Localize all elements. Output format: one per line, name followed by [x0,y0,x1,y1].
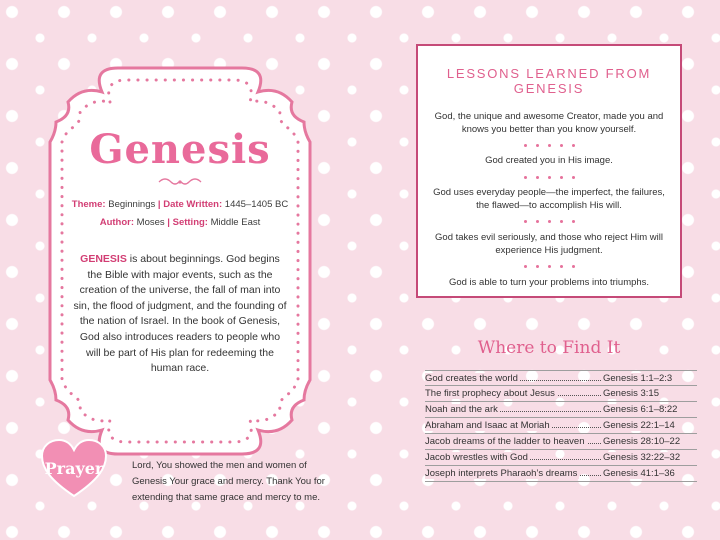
table-row [425,450,697,466]
scripture-reference: Genesis 6:1–8:22 [603,404,678,415]
event-name: God creates the world [425,373,518,384]
date-label: Date Written: [163,199,223,210]
book-meta-line-1 [42,199,318,210]
lesson-item: God, the unique and awesome Creator, made you and knows you better than you know yourself. [434,111,664,135]
theme-label: Theme: [71,199,106,210]
table-row [425,466,697,482]
theme-value: Beginnings [108,199,156,210]
lessons-title: LESSONS LEARNED FROM GENESIS [446,66,652,96]
table-row [425,434,697,450]
lesson-item: God created you in His image. [485,155,613,166]
setting-label: Setting: [172,217,208,228]
event-name: Abraham and Isaac at Moriah [425,420,550,431]
scripture-reference: Genesis 3:15 [603,388,659,399]
table-row [425,402,697,418]
event-name: The first prophecy about Jesus [425,388,555,399]
lesson-item: God is able to turn your problems into triumphs. [448,277,650,288]
meta-separator: | [157,199,161,210]
meta-separator: | [167,217,170,228]
scripture-reference: Genesis 22:1–14 [603,420,675,431]
table-row [425,370,697,386]
book-introduction [72,252,288,377]
intro-lead: GENESIS [80,253,127,265]
date-value: 1445–1405 BC [224,199,289,210]
author-label: Author: [99,217,135,228]
table-row [425,418,697,434]
where-to-find-title: Where to Find It [477,338,621,358]
prayer-label: Prayer [44,459,104,478]
intro-text: is about beginnings. God begins the Bible with major events, such as the creation of the universe, the fall of man into sin, the flood of judgment, and the founding of the nation of Israel. In the book of Genesis, God also introduces readers to people who will be part of His plan for redeeming the human race. [73,253,287,375]
event-name: Jacob wrestles with God [425,452,528,463]
event-name: Noah and the ark [425,404,498,415]
dots-divider [524,265,575,268]
where-to-find-table [425,370,697,482]
dots-divider [524,144,575,147]
genesis-frame [42,62,318,460]
event-name: Jacob dreams of the ladder to heaven [425,436,585,447]
book-meta-line-2 [42,217,318,228]
lessons-box [416,44,682,298]
swirl-ornament-icon [155,175,205,189]
page-title: Genesis [89,126,271,173]
scripture-reference: Genesis 28:10–22 [603,436,681,447]
scripture-reference: Genesis 1:1–2:3 [603,373,673,384]
table-row [425,386,697,402]
prayer-text: Lord, You showed the men and women of Genesis Your grace and mercy. Thank You for extending that same grace and mercy to me. [132,460,325,503]
dots-divider [524,176,575,179]
lesson-item: God takes evil seriously, and those who reject Him will experience His judgment. [435,232,663,256]
event-name: Joseph interprets Pharaoh’s dreams [425,468,578,479]
scripture-reference: Genesis 41:1–36 [603,468,675,479]
setting-value: Middle East [210,217,261,228]
author-value: Moses [136,217,165,228]
scripture-reference: Genesis 32:22–32 [603,452,681,463]
lesson-item: God uses everyday people—the imperfect, the failures, the flawed—to accomplish His will. [433,187,665,211]
dots-divider [524,220,575,223]
